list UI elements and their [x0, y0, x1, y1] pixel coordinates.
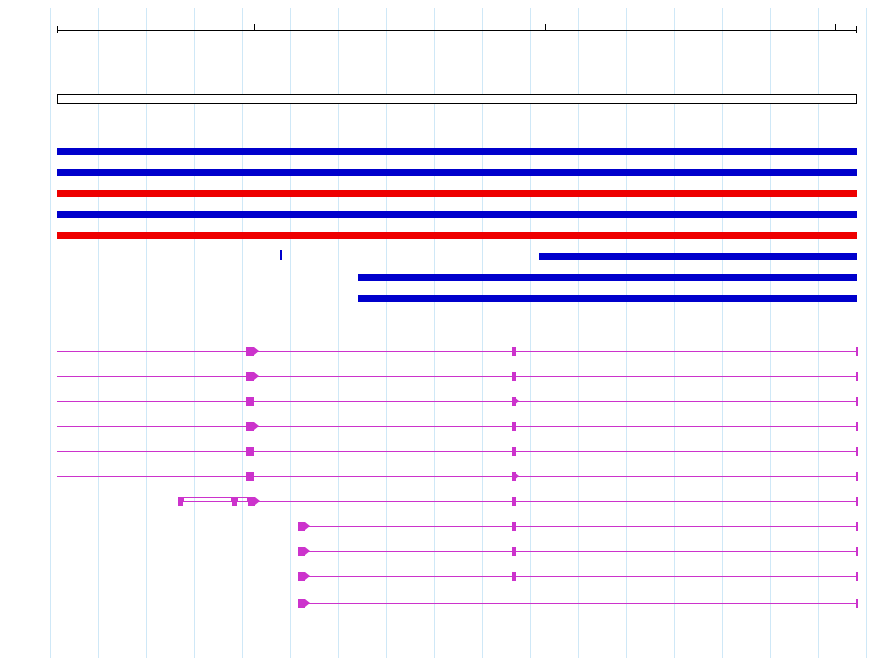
gridline	[866, 8, 867, 658]
dgv-variant-bar[interactable]	[57, 169, 857, 176]
gene-exon[interactable]	[246, 347, 254, 356]
gene-transcript-line	[178, 501, 857, 502]
ruler-tick-end	[856, 26, 857, 33]
gridline	[242, 8, 243, 658]
gridline	[50, 8, 51, 658]
gene-exon[interactable]	[856, 547, 858, 556]
gene-strand-arrow-icon	[514, 397, 519, 405]
gridline	[194, 8, 195, 658]
gridline	[290, 8, 291, 658]
gene-strand-arrow-icon	[254, 372, 259, 380]
gene-exon[interactable]	[178, 497, 183, 506]
gene-exon[interactable]	[512, 447, 516, 456]
ruler-axis	[57, 30, 857, 31]
ruler-tick-start	[57, 26, 58, 33]
dgv-variant-bar[interactable]	[358, 274, 857, 281]
gene-transcript-line	[57, 451, 857, 452]
gridline	[386, 8, 387, 658]
gene-row[interactable]	[0, 470, 890, 484]
dgv-variant-bar[interactable]	[280, 250, 282, 260]
gene-exon[interactable]	[856, 599, 858, 608]
gene-exon[interactable]	[248, 497, 255, 506]
gene-row[interactable]	[0, 597, 890, 611]
ruler-tick	[835, 24, 836, 31]
gene-intron-bridge	[183, 497, 232, 501]
gene-transcript-line	[298, 526, 857, 527]
gene-row[interactable]	[0, 520, 890, 534]
gene-row[interactable]	[0, 495, 890, 509]
gene-exon[interactable]	[856, 422, 858, 431]
gene-strand-arrow-icon	[305, 599, 310, 607]
gene-exon[interactable]	[856, 497, 858, 506]
gene-exon[interactable]	[856, 372, 858, 381]
gene-intron-bridge	[237, 497, 248, 501]
dgv-variant-bar[interactable]	[57, 211, 857, 218]
gene-strand-arrow-icon	[305, 572, 310, 580]
gene-exon[interactable]	[512, 572, 516, 581]
gene-row[interactable]	[0, 420, 890, 434]
gene-transcript-line	[298, 551, 857, 552]
gene-transcript-line	[57, 401, 857, 402]
gene-row[interactable]	[0, 445, 890, 459]
gridline	[146, 8, 147, 658]
gene-strand-arrow-icon	[254, 347, 259, 355]
gene-exon[interactable]	[246, 397, 254, 406]
gridline	[98, 8, 99, 658]
gridline	[434, 8, 435, 658]
ruler-tick	[545, 24, 546, 31]
gene-exon[interactable]	[298, 547, 305, 556]
gene-exon[interactable]	[512, 372, 516, 381]
gene-exon[interactable]	[856, 447, 858, 456]
gene-strand-arrow-icon	[254, 422, 259, 430]
gridline	[578, 8, 579, 658]
gene-exon[interactable]	[512, 547, 516, 556]
ruler-tick	[254, 24, 255, 31]
cytoband-box[interactable]	[57, 94, 857, 104]
gene-exon[interactable]	[856, 397, 858, 406]
gene-exon[interactable]	[298, 572, 305, 581]
gene-exon[interactable]	[298, 522, 305, 531]
gridline	[818, 8, 819, 658]
gene-transcript-line	[57, 351, 857, 352]
gene-exon[interactable]	[856, 472, 858, 481]
dgv-variant-bar[interactable]	[57, 148, 857, 155]
gene-exon[interactable]	[512, 522, 516, 531]
gene-exon[interactable]	[246, 422, 254, 431]
gene-exon[interactable]	[298, 599, 305, 608]
gene-transcript-line	[298, 603, 857, 604]
gene-exon[interactable]	[246, 372, 254, 381]
gene-transcript-line	[57, 376, 857, 377]
gene-row[interactable]	[0, 395, 890, 409]
gene-exon[interactable]	[856, 347, 858, 356]
gene-exon[interactable]	[246, 472, 254, 481]
dgv-variant-bar[interactable]	[358, 295, 857, 302]
gridline	[338, 8, 339, 658]
gridline	[530, 8, 531, 658]
gridline	[674, 8, 675, 658]
gene-strand-arrow-icon	[255, 497, 260, 505]
gene-transcript-line	[57, 426, 857, 427]
gene-exon[interactable]	[512, 422, 516, 431]
gridline	[770, 8, 771, 658]
gene-exon[interactable]	[232, 497, 237, 506]
gene-strand-arrow-icon	[514, 472, 519, 480]
dgv-variant-bar[interactable]	[539, 253, 857, 260]
gene-exon[interactable]	[246, 447, 254, 456]
gene-row[interactable]	[0, 370, 890, 384]
gene-exon[interactable]	[512, 347, 516, 356]
gene-row[interactable]	[0, 570, 890, 584]
gridline	[482, 8, 483, 658]
dgv-variant-bar[interactable]	[57, 190, 857, 197]
gene-strand-arrow-icon	[305, 522, 310, 530]
gene-row[interactable]	[0, 345, 890, 359]
gridline	[626, 8, 627, 658]
gene-transcript-line	[57, 476, 857, 477]
gene-exon[interactable]	[856, 572, 858, 581]
gene-row[interactable]	[0, 545, 890, 559]
gene-exon[interactable]	[512, 497, 516, 506]
gene-exon[interactable]	[856, 522, 858, 531]
gridline	[722, 8, 723, 658]
gene-strand-arrow-icon	[305, 547, 310, 555]
dgv-variant-bar[interactable]	[57, 232, 857, 239]
gene-transcript-line	[298, 576, 857, 577]
